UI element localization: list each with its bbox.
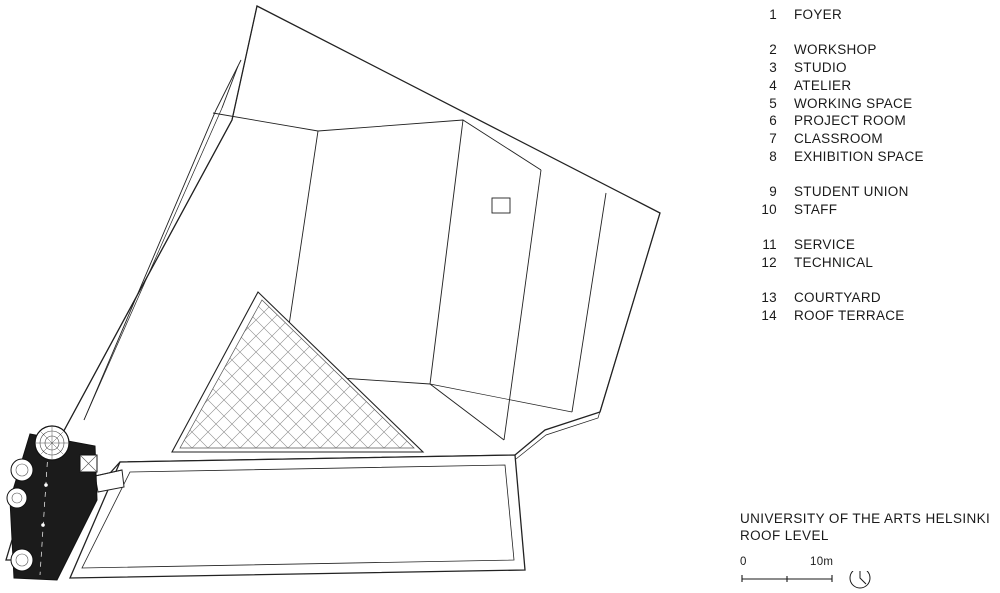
legend-item <box>735 184 909 199</box>
legend-number: 8 <box>769 149 777 164</box>
legend-number: 14 <box>761 308 777 323</box>
legend-label: EXHIBITION SPACE <box>794 149 924 164</box>
legend-label: TECHNICAL <box>794 255 874 270</box>
legend-item <box>735 7 842 22</box>
title-block <box>740 510 1000 544</box>
legend-number: 11 <box>762 237 777 252</box>
legend-number: 4 <box>769 78 777 93</box>
legend-label: PROJECT ROOM <box>794 113 907 128</box>
legend-item <box>735 202 837 217</box>
legend-item <box>735 42 877 57</box>
legend-number: 5 <box>769 96 777 111</box>
legend-item <box>735 308 905 323</box>
legend-item <box>735 78 851 93</box>
legend-number: 12 <box>761 255 777 270</box>
legend-number: 13 <box>761 290 777 305</box>
legend-item <box>735 237 855 252</box>
legend-item <box>735 149 924 164</box>
legend-number: 3 <box>769 60 777 75</box>
main-building-roof <box>6 6 660 578</box>
legend <box>735 0 1000 585</box>
legend-number: 2 <box>769 42 777 57</box>
legend-item <box>735 255 873 270</box>
legend-label: FOYER <box>794 7 843 22</box>
legend-label: STUDENT UNION <box>794 184 909 199</box>
legend-label: COURTYARD <box>794 290 881 305</box>
legend-number: 7 <box>769 131 777 146</box>
project-title: UNIVERSITY OF THE ARTS HELSINKI <box>740 511 991 526</box>
legend-number: 1 <box>769 7 777 22</box>
legend-label: STUDIO <box>794 60 847 75</box>
legend-item <box>735 113 906 128</box>
scale-zero-label: 0 <box>740 556 747 568</box>
legend-item <box>735 290 881 305</box>
legend-label: CLASSROOM <box>794 131 883 146</box>
scale-max-label: 10m <box>810 556 834 568</box>
legend-label: WORKSHOP <box>794 42 877 57</box>
legend-number: 10 <box>761 202 777 217</box>
drawing-title: ROOF LEVEL <box>740 528 829 543</box>
legend-label: ATELIER <box>794 78 852 93</box>
legend-item <box>735 131 883 146</box>
legend-number: 6 <box>769 113 777 128</box>
scale-bar-graphic <box>740 571 990 593</box>
scale-bar <box>740 556 990 586</box>
legend-number: 9 <box>769 184 777 199</box>
legend-label: STAFF <box>794 202 838 217</box>
legend-label: WORKING SPACE <box>794 96 913 111</box>
legend-item <box>735 96 912 111</box>
legend-label: ROOF TERRACE <box>794 308 905 323</box>
legend-label: SERVICE <box>794 237 856 252</box>
legend-item <box>735 60 847 75</box>
